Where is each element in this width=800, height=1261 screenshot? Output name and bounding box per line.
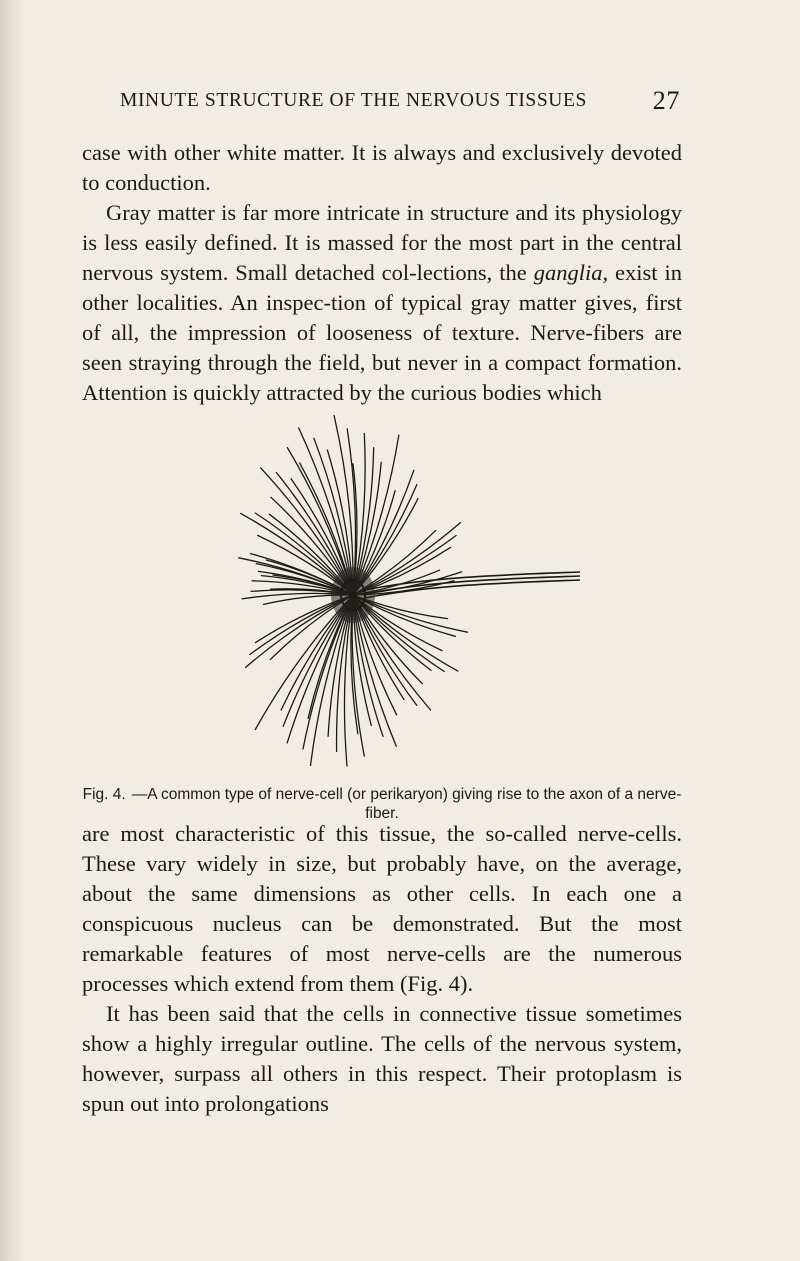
- page-number: 27: [652, 86, 680, 115]
- text-block-bottom: [82, 819, 682, 1119]
- italic-term: ganglia,: [533, 260, 609, 285]
- caption-text: —A common type of nerve-cell (or perikaryon) giving rise to the axon of a nerve-fiber.: [131, 786, 682, 822]
- text-block-top: [82, 138, 682, 408]
- paragraph: [82, 198, 682, 408]
- figure-label: Fig. 4.: [82, 786, 126, 803]
- header-title: MINUTE STRUCTURE OF THE NERVOUS TISSUES: [120, 90, 587, 111]
- paragraph-text: exist in other localities. An inspec-tion of typical gray matter gives, first of all, the impression of looseness of texture. Nerve-fibers are seen straying through the field, but never in a compact formation. Attention is quickly attracted by the curious bodies which: [82, 260, 683, 405]
- figure-nerve-cell: [170, 395, 630, 775]
- paragraph: are most characteristic of this tissue, the so-called nerve-cells. These vary widely in size, but probably have, on the average, about the same dimensions as other cells. In each one a conspicuous nucleus can be demonstrated. But the most remarkable features of most nerve-cells are the numerous processes which extend from them (Fig. 4).: [82, 821, 682, 996]
- running-header: [120, 86, 680, 115]
- paragraph: It has been said that the cells in connective tissue sometimes show a highly irregular outline. The cells of the nervous system, however, surpass all others in this respect. Their protoplasm is spun out into prolongations: [82, 1001, 682, 1116]
- paragraph: case with other white matter. It is always and exclusively devoted to conduction.: [82, 140, 682, 195]
- paragraph-text: Gray matter is far more intricate in structure and its physiology is less easily defined. It is massed for the most part in the central nervous system. Small detached col-lections, the: [82, 200, 682, 285]
- figure-caption: [82, 785, 682, 823]
- page-edge-shadow: [0, 0, 26, 1261]
- nerve-cell-illustration: [170, 395, 630, 775]
